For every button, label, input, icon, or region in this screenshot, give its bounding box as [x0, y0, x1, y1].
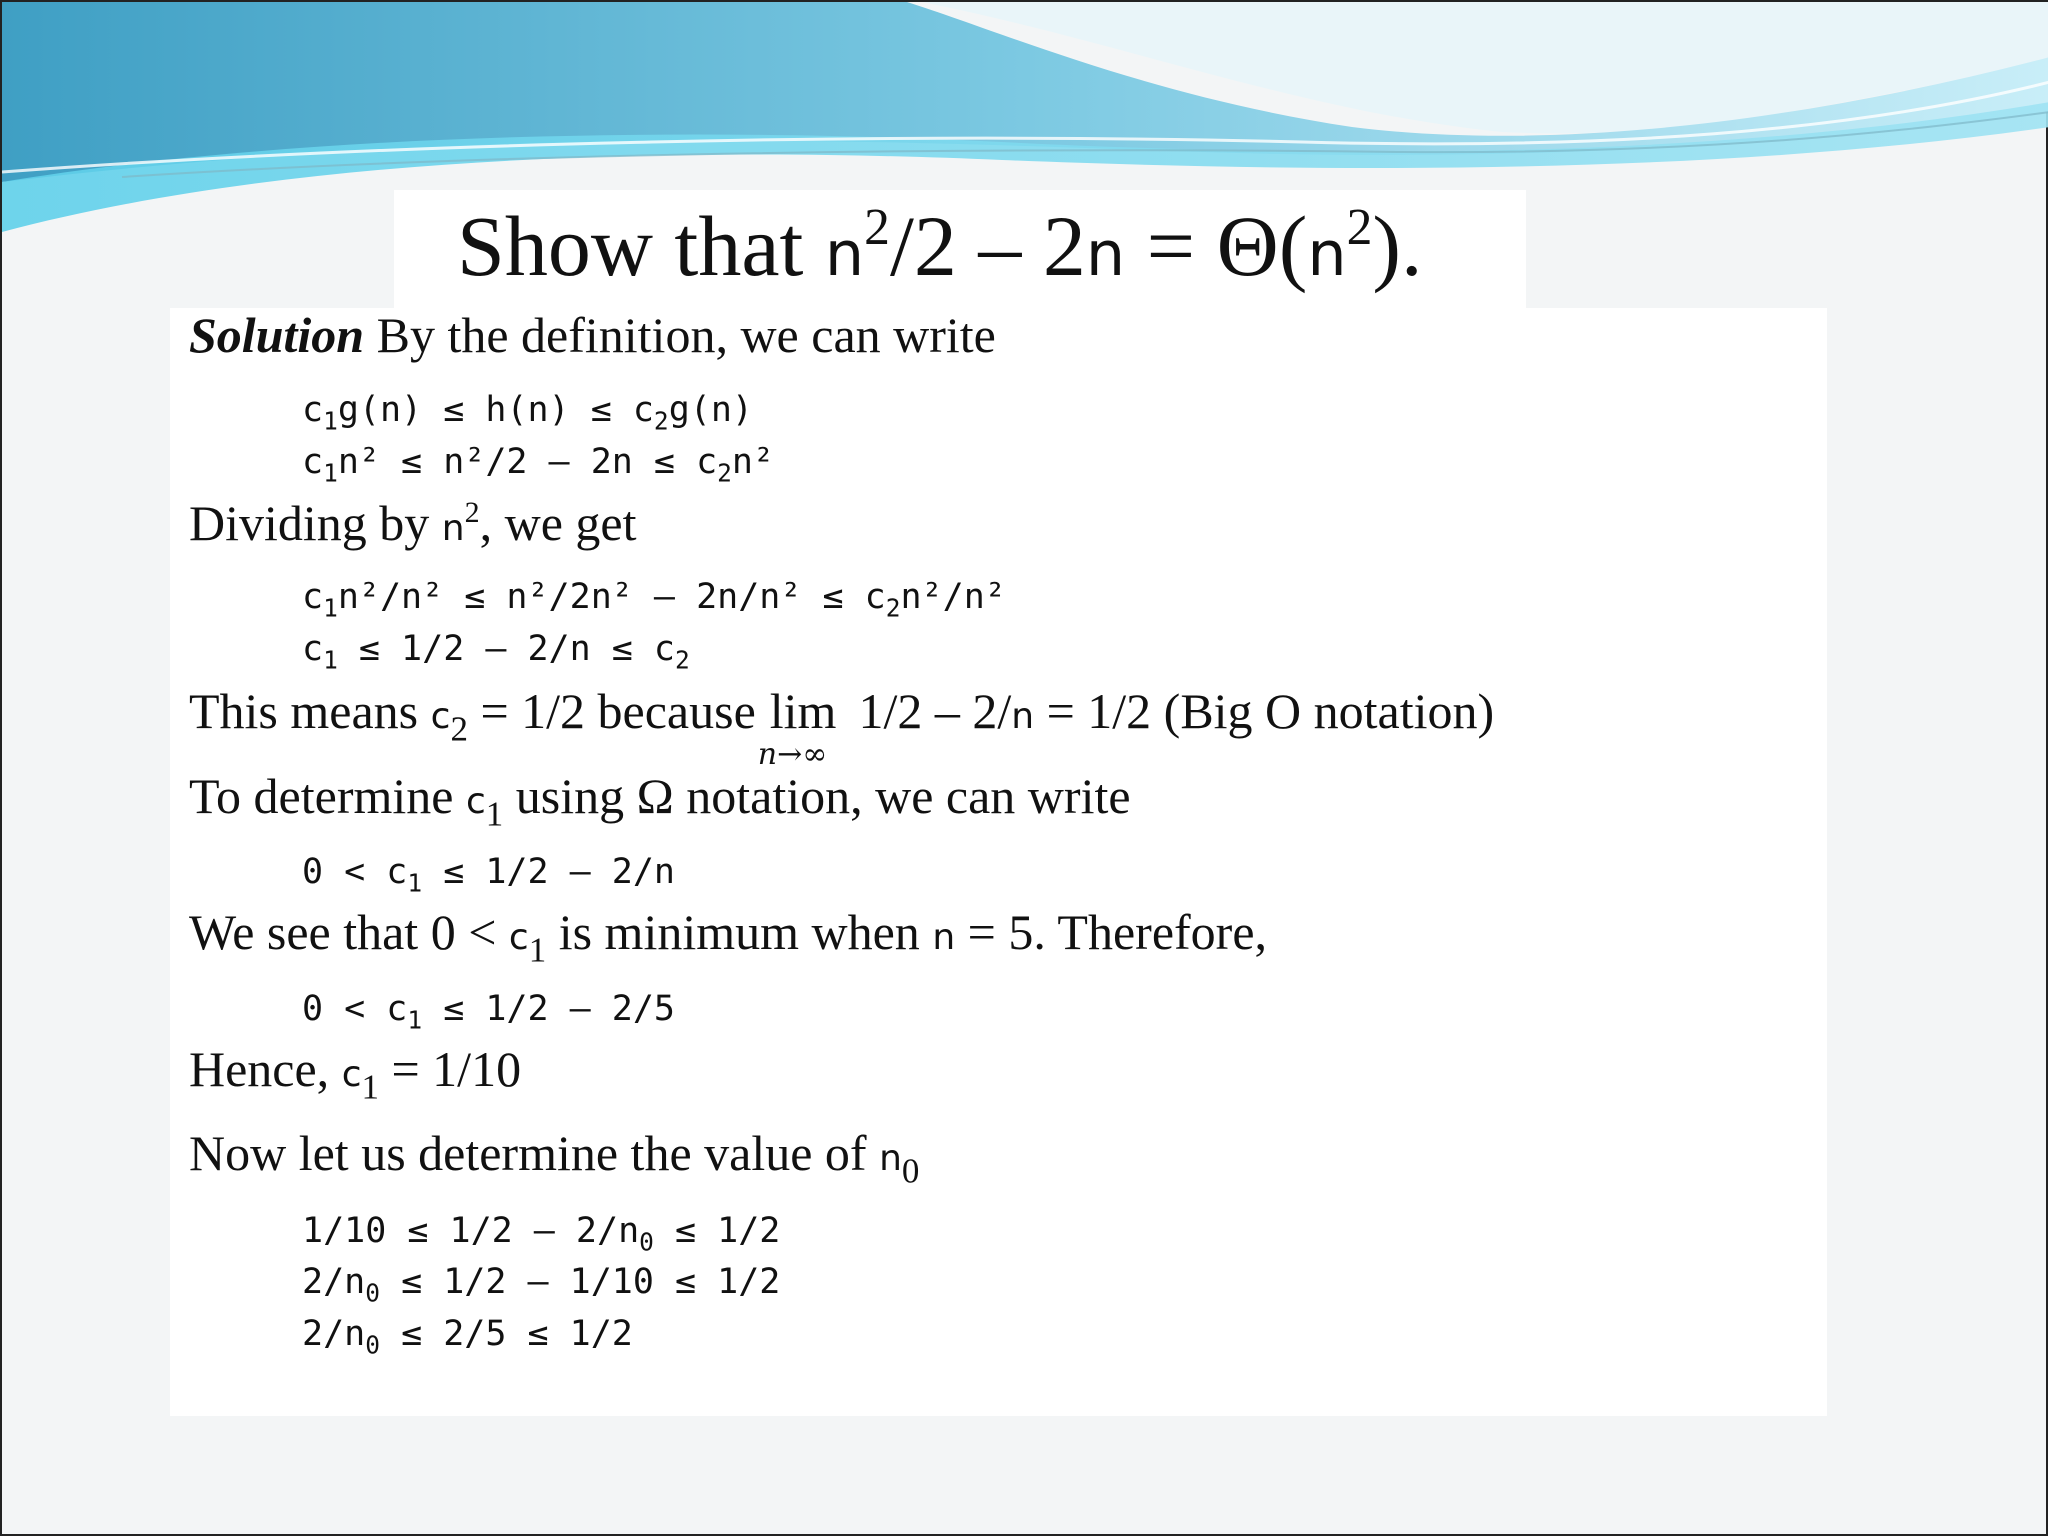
equation-n0-result: $2/n_0 \le 2/5 \le 1/2$ — [302, 1314, 633, 1360]
equation-omega: $0 < c_1 \le 1/2 - 2/n$ — [302, 852, 675, 898]
determine-c1-line: To determine $c_1$ using Ω notation, we can write — [189, 768, 1131, 834]
hence-line: Hence, $c_1 = 1/10$ — [189, 1041, 522, 1107]
equation-n0-step: $2/n_0 \le 1/2 - 1/10 \le 1/2$ — [302, 1262, 781, 1308]
equation-substituted: $c_1n^2 \le n^2/2 - 2n \le c_2n^2$ — [302, 442, 775, 488]
dividing-line: Dividing by $n^2$, we get — [189, 495, 637, 551]
equation-n-equals-5: $0 < c_1 \le 1/2 - 2/5$ — [302, 989, 675, 1035]
equation-definition: $c_1g(n) \le h(n) \le c_2g(n)$ — [302, 390, 753, 436]
equation-simplified: $c_1 \le 1/2 - 2/n \le c_2$ — [302, 629, 690, 675]
determine-n0-line: Now let us determine the value of $n_0$ — [189, 1125, 920, 1191]
means-line: This means $c_2 = 1/2$ because lim n→∞ 1/2 – 2/n = 1/2 (Big O notation) — [189, 683, 1495, 772]
equation-n0-bound: $1/10 \le 1/2 - 2/n_0 \le 1/2$ — [302, 1211, 781, 1257]
solution-line: Solution By the definition, we can write — [189, 307, 996, 363]
limit-expression: lim n→∞ — [757, 683, 837, 772]
minimum-line: We see that $0 < c_1$ is minimum when n = 5. Therefore, — [189, 904, 1268, 970]
equation-divided: $c_1n^2/n^2 \le n^2/2n^2 - 2n/n^2 \le c_2n^2/n^2$ — [302, 577, 1006, 623]
slide-title: Show that $n^2/2 - 2n = \Theta(n^2)$. — [457, 197, 1423, 294]
